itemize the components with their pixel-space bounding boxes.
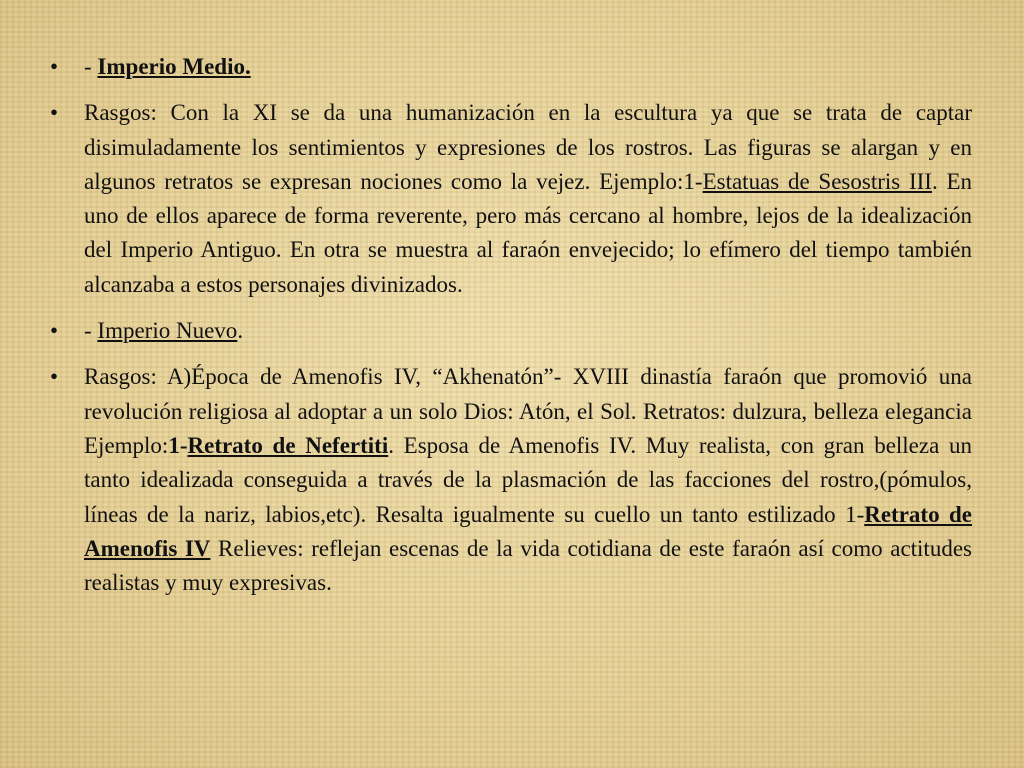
bullet-text: Rasgos: A)Época de Amenofis IV, “Akhenatón”- XVIII dinastía faraón que promovió una revolución religiosa al adoptar a un solo Dios: Atón, el Sol. Retratos: dulzura, belleza elegancia Ejemplo:1-Retrato de Nefertiti. Esposa de Amenofis IV. Muy realista, con gran belleza un tanto idealizada conseguida a través de la plasmación de las facciones del rostro,(pómulos, líneas de la nariz, labios,etc). Resalta igualmente su cuello un tanto estilizado 1-Retrato de Amenofis IV Relieves: reflejan escenas de la vida cotidiana de este faraón así como actitudes realistas y muy expresivas. [84,364,972,596]
bullet-text: Rasgos: Con la XI se da una humanización en la escultura ya que se trata de captar disimuladamente los sentimientos y expresiones de los rostros. Las figuras se alargan y en algunos retratos se expresan nociones como la vejez. Ejemplo:1-Estatuas de Sesostris III. En uno de ellos aparece de forma reverente, pero más cercano al hombre, lejos de la idealización del Imperio Antiguo. En otra se muestra al faraón envejecido; lo efímero del tiempo también alcanzaba a estos personajes divinizados. [84,100,972,297]
bullet-imperio-medio [44,50,972,84]
underlined-term-nefertiti: Retrato de Nefertiti [187,432,389,458]
bullet-icon: • [49,100,59,126]
bullet-text: - Imperio Nuevo. [84,318,244,344]
slide-content [44,50,972,612]
underlined-term-amenofis: Retrato de Amenofis IV [84,501,972,561]
bullet-rasgos-imperio-nuevo [44,360,972,600]
bullet-icon: • [49,54,59,79]
bullet-imperio-nuevo [44,314,972,348]
bullet-text: - Imperio Medio. [84,54,251,79]
underlined-term-sesostris: Estatuas de Sesostris III [702,168,932,194]
bullet-icon: • [49,364,59,390]
bullet-rasgos-imperio-medio [44,96,972,302]
bullet-icon: • [49,318,59,344]
section-heading-imperio-nuevo: Imperio Nuevo [97,318,238,344]
section-heading-imperio-medio: Imperio Medio. [97,54,251,79]
